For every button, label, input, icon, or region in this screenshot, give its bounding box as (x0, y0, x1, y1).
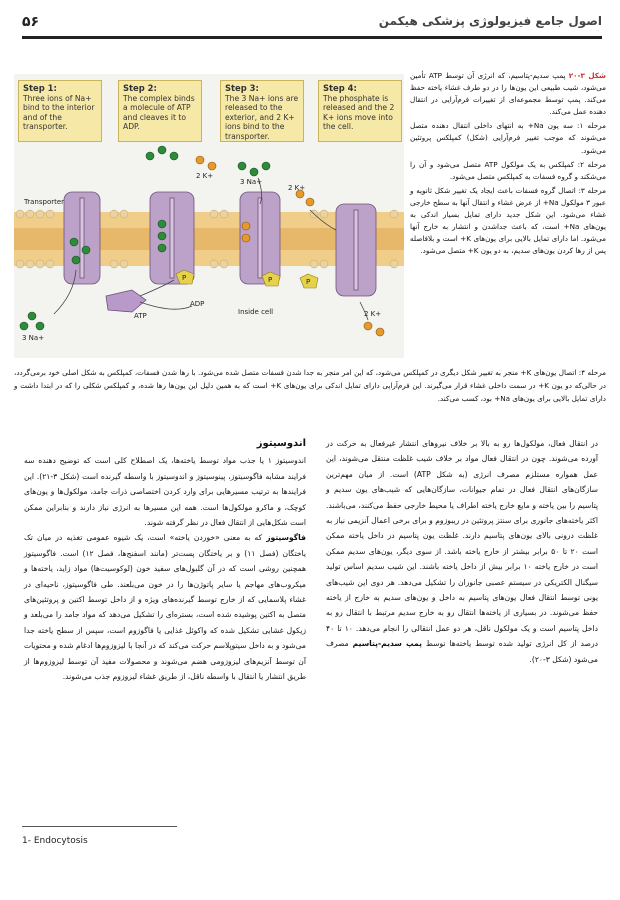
caption-title: شکل ۳-۲۰ (568, 71, 606, 80)
na-label-step1: 3 Na+ (22, 334, 45, 342)
page-number: ۵۶ (22, 14, 40, 30)
na-ion (262, 162, 270, 170)
step-4-text: The phosphate is released and the 2 K+ ions move into the cell. (323, 93, 395, 132)
footnote-rule (22, 826, 177, 827)
na-ion (158, 244, 166, 252)
k-label-step3: 2 K+ (288, 184, 306, 192)
phosphate-label-2: P (268, 276, 273, 284)
k-label-step2: 2 K+ (196, 172, 214, 180)
step-1-text: Three ions of Na+ bind to the interior and of the transporter. (23, 93, 95, 132)
section-heading-endocytosis: اندوسیتوز (256, 438, 306, 449)
active-transport-tail: مصرف می‌شود (شکل ۳-۲۰). (326, 639, 598, 664)
caption-intro-para (410, 70, 606, 118)
caption-continuation: مرحله ۴: اتصال یون‌های K+ منجر به تغییر شکل دیگری در کمپلکس می‌شود، که این امر منجر به جدا شدن فسفات متصل شده می‌شود. با رها شدن فسفات، کمپلکس به شکل اصلی خود برمی‌گردد، در حالی‌که دو یون K+ در سمت داخلی غشاء قرار می‌گیرند. این فرم‌آرایی دارای تمایل اندکی برای یون‌های K+ است که به همین دلیل این یون‌ها رها شده، و کمپلکس شکلی را که در ابتدا داشت و دارای تمایل بالایی برای یون‌های Na+ بود، کسب می‌کند. (14, 368, 607, 404)
header-rule (22, 36, 602, 39)
na-label-step3: 3 Na+ (240, 178, 263, 186)
endocytosis-paragraph: اندوسیتوز ۱ یا جذب مواد توسط یاخته‌ها، یک اصطلاح کلی است که توضیح دهنده سه فرایند مشابه فاگوسیتوز، پینوسیتوز و اندوسیتوز با واسطه گیرنده است (شکل ۳-۲۱). این فرایندها به ترتیب مسیرهایی برای وارد کردن اختصاصی ذرات جامد، مولکول‌ها و یون‌های کوچک، و ماکرو مولکول‌ها است. همه این مسیرها به انرژی نیاز دارند و بنابراین ممکن است شکل‌هایی از انتقال فعال در نظر گرفته شوند. (24, 456, 307, 528)
phagocytosis-text: که به معنی «خوردن یاخته» است، یک شیوه عمومی تغذیه در میان تک یاختگان (فصل ۱۱) و بر یاختگان پست‌تر (مانند اسفنج‌ها، فصل ۱۲) است. فاگوسیتوز همچنین روشی است که در آن گلبول‌های سفید خون (لوکوسیت‌ها) مواد زاید، یاخته‌ها و میکروب‌های مهاجم یا سایر پاتوژن‌ها را در خون می‌بلعند. طی فاگوسیتوز، ناحیه‌ای در غشاء پلاسمایی که از خارج توسط گیرنده‌های ویژه و از داخل توسط اکتین و پروتئین‌های متصل به اکتین پوشیده شده است، بستره‌ای را تشکیل می‌دهد که مواد جامد را می‌بلعد و زیکول غشایی تشکیل شده که واکوئل غذایی یا فاگوزوم است، سپس از سطح یاخته جدا می‌شود و به داخل سیتوپلاسم حرکت می‌کند که در آنجا با لیزوزوم‌ها ادغام شده و محتویات آن توسط آنزیم‌های لیزوزومی هضم می‌شوند و محصولات مفید آن توسط لیزوزوم‌ها از طریق انتشار یا انتقال با واسطه ناقل، از طریق غشاء لیزوزوم جذب می‌شوند. (24, 533, 306, 682)
na-ion (158, 146, 166, 154)
na-ion (238, 162, 246, 170)
active-transport-text: در انتقال فعال، مولکول‌ها رو به بالا بر خلاف نیروهای انتشار غیرفعال به حرکت در آورده می‌شوند. چون در انتقال فعال مواد بر خلاف شیب غلظت منتقل می‌شوند، این عمل همواره مستلزم مصرف انرژی (به شکل ATP) است. از میان مهم‌ترین سازگان‌های انتقال فعال در تمام جیوانات، سازگان‌هایی که شیب‌های یون سدیم و پتاسیم را بین یاخته و مایع خارج یاخته اطراف یا محیط خارجی حفظ می‌کنند، می‌باشند. اکثر یاخته‌های جانوری برای سنتز پروتئین در ریبوزوم و برای برخی اعمال آنزیمی نیاز به غلظت درونی بالای یون‌های پتاسیم دارند. غلظت یون پتاسیم در داخل یاخته ممکن است ۲۰ تا ۵۰ برابر بیشتر از خارج یاخته باشد. از سوی دیگر، یون‌های سدیم ممکن است در خارج یاخته ۱۰ برابر بیش از داخل یاخته باشند. این شیب سدیم اساس تولید سیگنال الکتریکی در سیستم عصبی جانوران را تشکیل می‌دهد. هر دوی این شیب‌های یونی توسط انتقال فعال یون‌های پتاسیم به داخل و یون‌های سدیم به خارج از یاخته حفظ می‌شوند. در بسیاری از یاخته‌ها انتقال رو به خارج سدیم مرتبط با انتقال رو به داخل پتاسیم است و یک مولکول ناقل، هر دو عمل انتقالی را انجام می‌دهد. ۱۰ تا ۴۰ درصد از کل انرژی تولید شده توسط یاخته‌ها توسط (326, 439, 599, 649)
footnote: 1- Endocytosis (22, 836, 88, 846)
k-ion (364, 322, 372, 330)
atp-molecule (106, 290, 146, 312)
transporter-label: Transporter (24, 198, 65, 206)
phagocytosis-paragraph (24, 530, 306, 684)
right-column (326, 436, 598, 667)
k-ion (196, 156, 204, 164)
na-ion (146, 152, 154, 160)
na-ion (72, 256, 80, 264)
arrow-adp (140, 302, 192, 309)
page-header (22, 14, 602, 36)
running-title: اصول جامع فیزیولوژی پزشکی هیکمن (378, 14, 602, 28)
na-ion (36, 322, 44, 330)
sodium-potassium-pump-figure (14, 74, 404, 358)
step-2-text: The complex binds a molecule of ATP and cleaves it to ADP. (123, 93, 195, 132)
k-label-step4: 2 K+ (364, 310, 382, 318)
caption-intro: پمپ سدیم-پتاسیم، که انرژی آن توسط ATP تأمین می‌شود، شیب طبیعی این یون‌ها را در دو طرف غشاء یاخته حفظ می‌کند. پمپ توسط مجموعه‌ای از تغییرات فرم‌آرایی در انتقال دهنده عمل می‌کند. (410, 71, 606, 117)
na-ion (28, 312, 36, 320)
inside-cell-label: Inside cell (238, 308, 274, 316)
pump-term: پمپ سدیم-پتاسیم (352, 639, 422, 649)
step-3-title: Step 3: (225, 83, 259, 93)
na-ion (158, 232, 166, 240)
figure-caption (410, 70, 606, 259)
caption-step-3: مرحله ۳: اتصال گروه فسفات باعث ایجاد یک تغییر شکل ثانویه و عبور ۳ مولکول Na+ از عرض غشاء و انتقال آنها به سطح خارجی غشاء می‌شود. این شکل جدید دارای تمایل بسیار اندکی به یون‌های Na+ است، که باعث جداشدن و انتشار به خارج آنها می‌شود. اما دارای تمایل بالایی برای یون‌های K+ است و بلافاصله پس از رها کردن یون‌های سدیم، به دو یون K+ متصل می‌شود. (410, 185, 607, 256)
atp-label: ATP (134, 312, 147, 320)
caption-step-2: مرحله ۲: کمپلکس به یک مولکول ATP متصل می‌شود و آن را می‌شکند و گروه فسفات به کمپلکس متصل می‌شود. (410, 159, 606, 181)
left-column (24, 436, 306, 685)
na-ion (82, 246, 90, 254)
caption-step-1: مرحله ۱: سه یون Na+ به انتهای داخلی انتقال دهنده متصل می‌شوند که موجب تغییر فرم‌آرایی (شکل) کمپلکس پروتئین می‌شود. (410, 121, 606, 155)
phosphate-label-1: P (182, 274, 187, 282)
na-ion (70, 238, 78, 246)
phagocytosis-term: فاگوسیتوز (266, 533, 306, 543)
k-ion (242, 222, 250, 230)
na-ion (250, 168, 258, 176)
adp-label: ADP (190, 300, 205, 308)
phosphate-label-3: P (306, 278, 311, 286)
step-1-title: Step 1: (23, 83, 57, 93)
k-ion (376, 328, 384, 336)
step-3-text: The 3 Na+ ions are released to the exterior, and 2 K+ ions bind to the transporter. (225, 93, 299, 141)
step-4-title: Step 4: (323, 83, 357, 93)
k-ion (306, 198, 314, 206)
na-ion (158, 220, 166, 228)
k-ion (242, 234, 250, 242)
active-transport-paragraph (326, 436, 598, 667)
membrane-diagram (14, 74, 404, 358)
step-2-title: Step 2: (123, 83, 157, 93)
k-ion (208, 162, 216, 170)
na-ion (170, 152, 178, 160)
na-ion (20, 322, 28, 330)
